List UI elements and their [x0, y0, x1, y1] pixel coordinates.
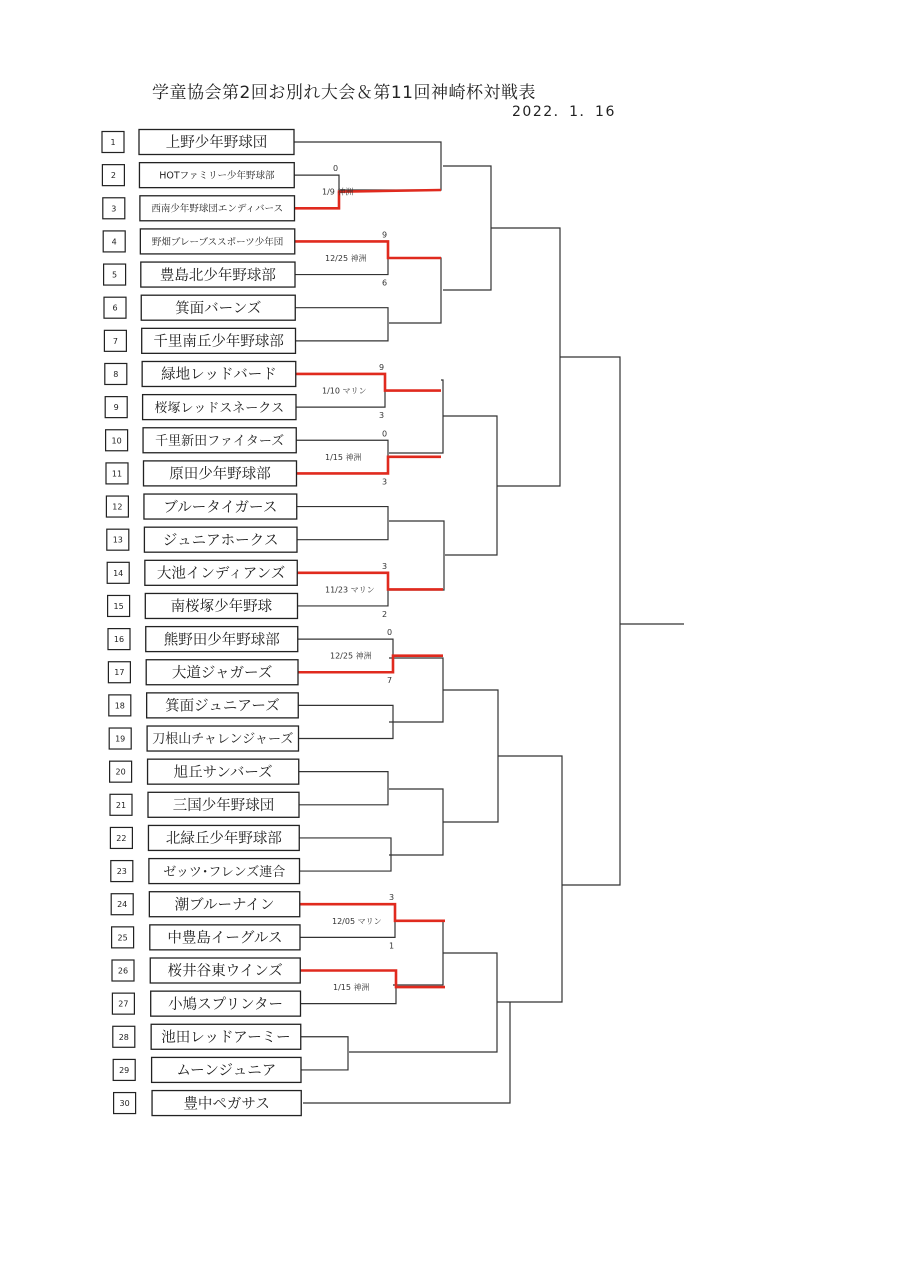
team-name: 千里新田ファイターズ: [155, 433, 285, 449]
match-date-venue: 12/25 神洲: [330, 651, 372, 661]
seed-number: 30: [119, 1099, 130, 1109]
seed-number: 4: [111, 237, 117, 247]
seed-number: 23: [116, 867, 127, 877]
team-row: [106, 494, 296, 519]
team-name: 三国少年野球団: [172, 798, 275, 815]
seed-number: 7: [112, 336, 118, 346]
team-name: 中豊島イーグルス: [167, 930, 283, 947]
seed-number: 20: [115, 767, 126, 777]
team-row: [103, 229, 295, 254]
seed-number: 5: [112, 270, 118, 280]
team-row: [110, 759, 299, 784]
seed-number: 24: [117, 900, 128, 910]
team-name: 箕面ジュニアーズ: [165, 698, 280, 715]
seed-number: 27: [118, 999, 129, 1009]
seed-number: 25: [117, 933, 128, 943]
seed-number: 9: [113, 403, 119, 413]
team-name: 北緑丘少年野球部: [165, 831, 282, 848]
page-title: 学童協会第2回お別れ大会＆第11回神崎杯対戦表: [152, 83, 536, 103]
bracket-line: [560, 357, 620, 885]
team-row: [111, 892, 300, 917]
team-name: 潮ブルーナイン: [174, 897, 275, 914]
bracket-lines: [294, 142, 684, 1103]
score-bottom: 3: [379, 411, 385, 421]
bracket-line: [491, 228, 560, 486]
team-row: [112, 958, 300, 983]
team-row: [104, 262, 295, 287]
team-name: ゼッツ･フレンズ連合: [163, 864, 286, 880]
score-bottom: 6: [382, 278, 388, 288]
seed-number: 14: [113, 568, 124, 578]
team-row: [108, 627, 298, 652]
winner-line: [297, 457, 442, 474]
seed-number: 19: [115, 734, 126, 744]
bracket-line: [443, 416, 497, 555]
team-name: ジュニアホークス: [162, 532, 279, 549]
seed-number: 26: [117, 966, 129, 976]
seed-number: 10: [111, 436, 122, 446]
match-date-venue: 12/05 マリン: [332, 916, 382, 926]
seed-number: 28: [118, 1032, 129, 1042]
team-row: [102, 163, 294, 188]
team-row: [103, 196, 295, 221]
team-list: [102, 130, 301, 1116]
match-date-venue: 1/15 神洲: [325, 452, 362, 462]
match-bracket-line: [298, 705, 393, 738]
match-bracket-line: [299, 772, 388, 805]
bracket-line: [294, 142, 441, 190]
seed-number: 29: [119, 1065, 130, 1075]
team-name: 原田少年野球部: [169, 466, 271, 483]
team-row: [107, 527, 297, 552]
team-name: 南桜塚少年野球: [170, 599, 273, 616]
bracket-line: [389, 258, 441, 323]
score-top: 0: [387, 628, 393, 638]
team-name: ブルータイガース: [163, 499, 278, 516]
match-date-venue: 1/10 マリン: [322, 386, 367, 396]
score-top: 3: [389, 893, 395, 903]
match-date-venue: 12/25 神洲: [325, 253, 367, 263]
match-bracket-line: [297, 507, 388, 540]
bracket-date: 2022．1．16: [512, 104, 616, 120]
bracket-line: [389, 658, 443, 722]
seed-number: 12: [112, 502, 123, 512]
winner-line: [296, 374, 441, 391]
team-row: [110, 825, 299, 850]
match-bracket-line: [295, 308, 388, 341]
team-row: [112, 991, 300, 1016]
bracket-line: [393, 921, 443, 985]
team-row: [105, 361, 296, 386]
bracket-line: [443, 166, 491, 290]
team-name: 大道ジャガーズ: [171, 665, 273, 682]
team-name: 刀根山チャレンジャーズ: [152, 732, 294, 748]
score-top: 0: [382, 429, 388, 439]
score-bottom: 3: [382, 477, 388, 487]
team-name: 西南少年野球団エンディバース: [151, 203, 284, 215]
team-name: 熊野田少年野球部: [163, 632, 280, 649]
seed-number: 16: [113, 635, 125, 645]
bracket-line: [497, 756, 562, 1002]
score-top: 0: [333, 164, 339, 174]
team-row: [107, 560, 297, 585]
team-row: [109, 693, 298, 718]
team-name: 上野少年野球団: [165, 135, 268, 152]
team-row: [112, 925, 300, 950]
team-name: ムーンジュニア: [176, 1063, 277, 1080]
team-row: [102, 130, 294, 155]
match-info: [322, 164, 394, 992]
team-name: 千里南丘少年野球部: [153, 334, 284, 351]
team-row: [108, 660, 298, 685]
team-name: 緑地レッドバード: [161, 367, 277, 384]
team-name: 小鳩スプリンター: [168, 996, 284, 1013]
match-date-venue: 1/9 神洲: [322, 187, 354, 197]
seed-number: 8: [113, 369, 119, 379]
seed-number: 17: [114, 668, 125, 678]
winner-line: [295, 190, 442, 208]
team-name: 野畑ブレーブススポーツ少年団: [151, 236, 284, 248]
team-row: [104, 328, 295, 353]
team-name: HOTファミリー少年野球部: [159, 170, 275, 182]
team-name: 桜塚レッドスネークス: [154, 400, 285, 416]
match-date-venue: 11/23 マリン: [325, 585, 375, 595]
bracket-line: [443, 953, 497, 1052]
team-name: 池田レッドアーミー: [161, 1030, 291, 1046]
score-top: 3: [382, 561, 388, 571]
seed-number: 3: [111, 204, 117, 214]
team-row: [113, 1024, 301, 1049]
score-top: 9: [379, 362, 385, 372]
team-row: [114, 1091, 302, 1116]
team-row: [104, 295, 295, 320]
score-bottom: 2: [382, 609, 388, 619]
team-name: 桜井谷東ウインズ: [167, 963, 283, 980]
bracket-line: [389, 789, 443, 855]
team-name: 箕面バーンズ: [175, 300, 262, 317]
seed-number: 2: [110, 171, 116, 181]
team-name: 豊島北少年野球部: [159, 267, 276, 284]
seed-number: 6: [112, 303, 118, 313]
team-row: [113, 1057, 301, 1082]
seed-number: 11: [111, 469, 123, 479]
seed-number: 18: [114, 701, 125, 711]
team-name: 旭丘サンバーズ: [173, 764, 273, 781]
seed-number: 21: [115, 800, 127, 810]
team-row: [111, 859, 300, 884]
seed-number: 15: [113, 601, 124, 611]
team-row: [106, 428, 297, 453]
score-bottom: 1: [389, 941, 395, 951]
match-bracket-line: [301, 1037, 348, 1070]
seed-number: 13: [112, 535, 123, 545]
team-row: [110, 792, 299, 817]
score-bottom: 7: [387, 676, 393, 686]
bracket-line: [389, 521, 444, 590]
team-row: [108, 593, 298, 618]
team-name: 豊中ペガサス: [183, 1096, 270, 1113]
team-row: [105, 395, 296, 420]
match-bracket-line: [299, 838, 391, 871]
match-date-venue: 1/15 神洲: [333, 983, 370, 993]
score-top: 9: [382, 230, 388, 240]
team-name: 大池インディアンズ: [156, 566, 286, 583]
team-row: [109, 726, 298, 751]
team-row: [106, 461, 297, 486]
seed-number: 22: [116, 833, 127, 843]
seed-number: 1: [110, 138, 116, 147]
bracket-line: [443, 690, 498, 822]
winner-line: [295, 241, 441, 258]
